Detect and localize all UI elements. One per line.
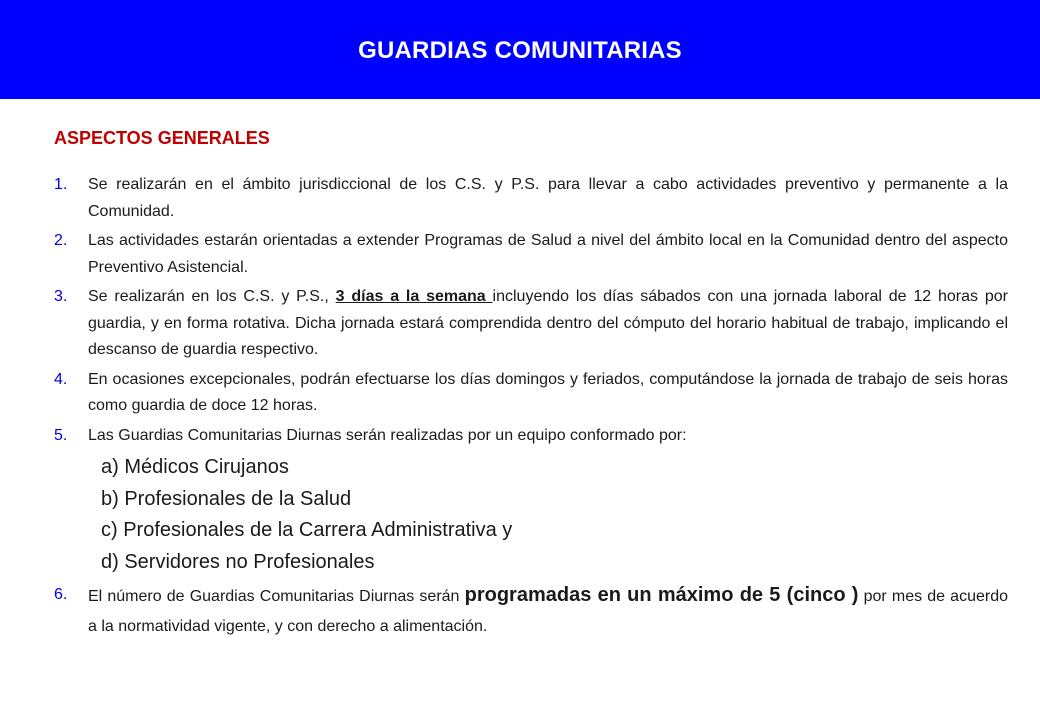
- list-item: [54, 580, 1008, 642]
- title-bar: [0, 0, 1040, 99]
- section-heading: ASPECTOS GENERALES: [54, 128, 270, 148]
- sublist-item: a) Médicos Cirujanos: [101, 456, 289, 478]
- list-item: [54, 228, 1008, 281]
- highlight-days-per-week: 3 días a la semana: [335, 288, 493, 305]
- item-text: Las actividades estarán orientadas a extender Programas de Salud a nivel del ámbito local en la Comunidad dentro del aspecto Preventivo Asistencial.: [88, 232, 1008, 276]
- item-text: Se realizarán en el ámbito jurisdiccional de los C.S. y P.S. para llevar a cabo actividades preventivo y permanente a la Comunidad.: [88, 176, 1008, 220]
- highlight-max-guards: programadas en un máximo de 5 (cinco ): [464, 584, 859, 606]
- page-title: GUARDIAS COMUNITARIAS: [358, 36, 682, 64]
- item-number: 5.: [54, 426, 68, 444]
- item-number: 4.: [54, 370, 68, 388]
- list-item: [54, 367, 1008, 420]
- item-text-end: incluyendo los días sábados con una jornada laboral de 12 horas por guardia, y en forma rotativa. Dicha jornada estará comprendida dentro del cómputo del horario habitual de trabajo, implicando el descanso de guardia respectivo.: [88, 288, 1008, 358]
- item-number: 6.: [54, 586, 68, 603]
- item-text: En ocasiones excepcionales, podrán efectuarse los días domingos y feriados, computándose la jornada de trabajo de seis horas como guardia de doce 12 horas.: [88, 370, 1008, 414]
- item-text-start: Se realizarán en los C.S. y P.S.,: [88, 288, 336, 305]
- list-item: [54, 423, 1008, 450]
- sublist-item: b) Profesionales de la Salud: [101, 487, 352, 510]
- sublist-item: d) Servidores no Profesionales: [101, 550, 375, 573]
- item-number: 2.: [54, 232, 68, 249]
- team-sublist: [101, 452, 1008, 578]
- list-item: [54, 172, 1008, 225]
- sublist-item: c) Profesionales de la Carrera Administrativa y: [101, 519, 513, 541]
- item-text: [88, 580, 1008, 642]
- item-text-start: El número de Guardias Comunitarias Diurnas serán: [88, 588, 465, 605]
- item-number: 1.: [54, 176, 68, 193]
- item-text: Las Guardias Comunitarias Diurnas serán realizadas por un equipo conformado por:: [88, 426, 687, 444]
- item-text-end: por mes de acuerdo a la normatividad vigente, y con derecho a alimentación.: [88, 588, 1009, 635]
- numbered-list: [54, 172, 1008, 645]
- item-text: [88, 284, 1008, 364]
- list-item: [54, 284, 1008, 364]
- item-number: 3.: [54, 288, 68, 305]
